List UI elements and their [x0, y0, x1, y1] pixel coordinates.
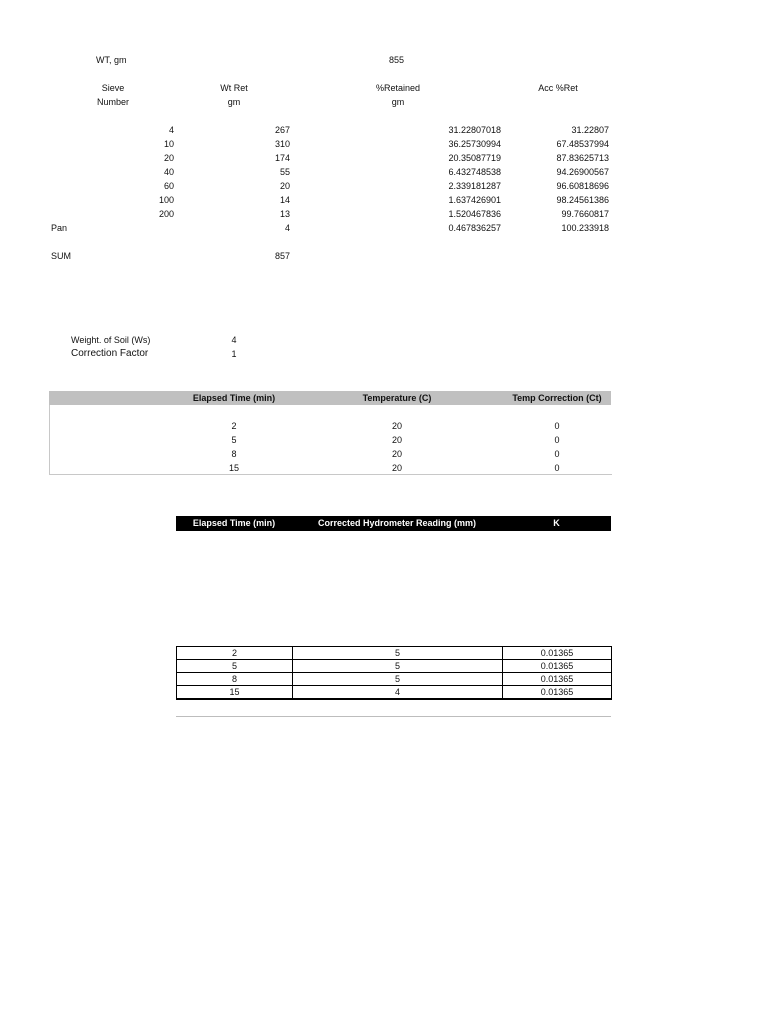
wt-value: 855 [389, 55, 405, 65]
percent-retained: 36.25730994 [448, 139, 501, 149]
table-row [177, 647, 612, 660]
wt-retained: 174 [274, 153, 290, 163]
hydrometer-reading: 4 [293, 686, 503, 700]
sum-row [0, 250, 768, 264]
sieve-header-line1: Sieve [101, 83, 125, 93]
table-row [0, 166, 768, 180]
sieve-number: 60 [163, 181, 174, 191]
pret-header-line2: gm [391, 97, 405, 107]
elapsed-time: 15 [177, 686, 293, 700]
elapsed-time: 5 [231, 435, 237, 445]
acc-percent-retained: 94.26900567 [556, 167, 609, 177]
table-row [177, 686, 612, 700]
wt-retained: 13 [279, 209, 290, 219]
hydrometer-reading: 5 [293, 660, 503, 673]
temperature: 20 [391, 463, 402, 473]
pret-header-line1: %Retained [375, 83, 421, 93]
wt-retained: 4 [284, 223, 290, 233]
sum-value: 857 [274, 251, 290, 261]
cf-label: Correction Factor [71, 348, 149, 359]
k-value: 0.01365 [503, 673, 612, 686]
temp-correction: 0 [554, 421, 560, 431]
temperature: 20 [391, 421, 402, 431]
sum-label: SUM [51, 251, 71, 261]
acc-header: Acc %Ret [538, 83, 578, 93]
header-elapsed-time: Elapsed Time (min) [192, 393, 276, 403]
pan-row [0, 222, 768, 236]
sieve-number: 40 [163, 167, 174, 177]
percent-retained: 1.637426901 [448, 195, 501, 205]
temp-correction: 0 [554, 463, 560, 473]
table-row [177, 673, 612, 686]
sieve-number: 200 [158, 209, 174, 219]
table-row [0, 180, 768, 194]
acc-percent-retained: 99.7660817 [561, 209, 609, 219]
percent-retained: 2.339181287 [448, 181, 501, 191]
hydrometer-reading: 5 [293, 647, 503, 660]
acc-percent-retained: 100.233918 [561, 223, 609, 233]
sieve-number: 10 [163, 139, 174, 149]
table-row [0, 448, 768, 462]
elapsed-time: 2 [177, 647, 293, 660]
elapsed-time: 8 [231, 449, 237, 459]
header-temp-correction: Temp Correction (Ct) [512, 393, 602, 403]
percent-retained: 6.432748538 [448, 167, 501, 177]
table-row [177, 660, 612, 673]
acc-percent-retained: 67.48537994 [556, 139, 609, 149]
pan-label: Pan [51, 223, 68, 233]
temperature: 20 [391, 435, 402, 445]
divider [176, 716, 611, 717]
elapsed-time: 5 [177, 660, 293, 673]
wt-retained: 20 [279, 181, 290, 191]
wtret-header-line1: Wt Ret [220, 83, 248, 93]
percent-retained: 0.467836257 [448, 223, 501, 233]
table-row [0, 420, 768, 434]
sieve-number: 4 [168, 125, 174, 135]
k-value: 0.01365 [503, 686, 612, 700]
percent-retained: 31.22807018 [448, 125, 501, 135]
acc-percent-retained: 87.83625713 [556, 153, 609, 163]
header-elapsed-time: Elapsed Time (min) [192, 518, 276, 528]
acc-percent-retained: 96.60818696 [556, 181, 609, 191]
acc-percent-retained: 31.22807 [571, 125, 609, 135]
ws-value: 4 [231, 335, 237, 345]
table-row [0, 124, 768, 138]
table-row [0, 152, 768, 166]
elapsed-time: 8 [177, 673, 293, 686]
ws-label: Weight. of Soil (Ws) [71, 335, 151, 345]
cf-value: 1 [231, 349, 237, 359]
wt-retained: 55 [279, 167, 290, 177]
table-row [0, 208, 768, 222]
table-row [0, 434, 768, 448]
acc-percent-retained: 98.24561386 [556, 195, 609, 205]
wt-retained: 14 [279, 195, 290, 205]
hydro-table-header [176, 516, 611, 531]
sieve-number: 20 [163, 153, 174, 163]
sieve-number: 100 [158, 195, 174, 205]
table-row [0, 194, 768, 208]
elapsed-time: 15 [228, 463, 239, 473]
wtret-header-line2: gm [227, 97, 241, 107]
k-value: 0.01365 [503, 660, 612, 673]
temp-table-header [49, 391, 611, 405]
wt-retained: 310 [274, 139, 290, 149]
table-row [0, 138, 768, 152]
table-row [0, 462, 768, 476]
k-value: 0.01365 [503, 647, 612, 660]
hydrometer-reading: 5 [293, 673, 503, 686]
hydro-table [176, 646, 612, 700]
header-k: K [553, 518, 560, 528]
temperature: 20 [391, 449, 402, 459]
percent-retained: 1.520467836 [448, 209, 501, 219]
sieve-header-line2: Number [96, 97, 129, 107]
temp-correction: 0 [554, 435, 560, 445]
wt-retained: 267 [274, 125, 290, 135]
temp-correction: 0 [554, 449, 560, 459]
percent-retained: 20.35087719 [448, 153, 501, 163]
header-hydrometer-reading: Corrected Hydrometer Reading (mm) [317, 518, 477, 528]
wt-label: WT, gm [96, 55, 127, 65]
header-temperature: Temperature (C) [362, 393, 432, 403]
elapsed-time: 2 [231, 421, 237, 431]
